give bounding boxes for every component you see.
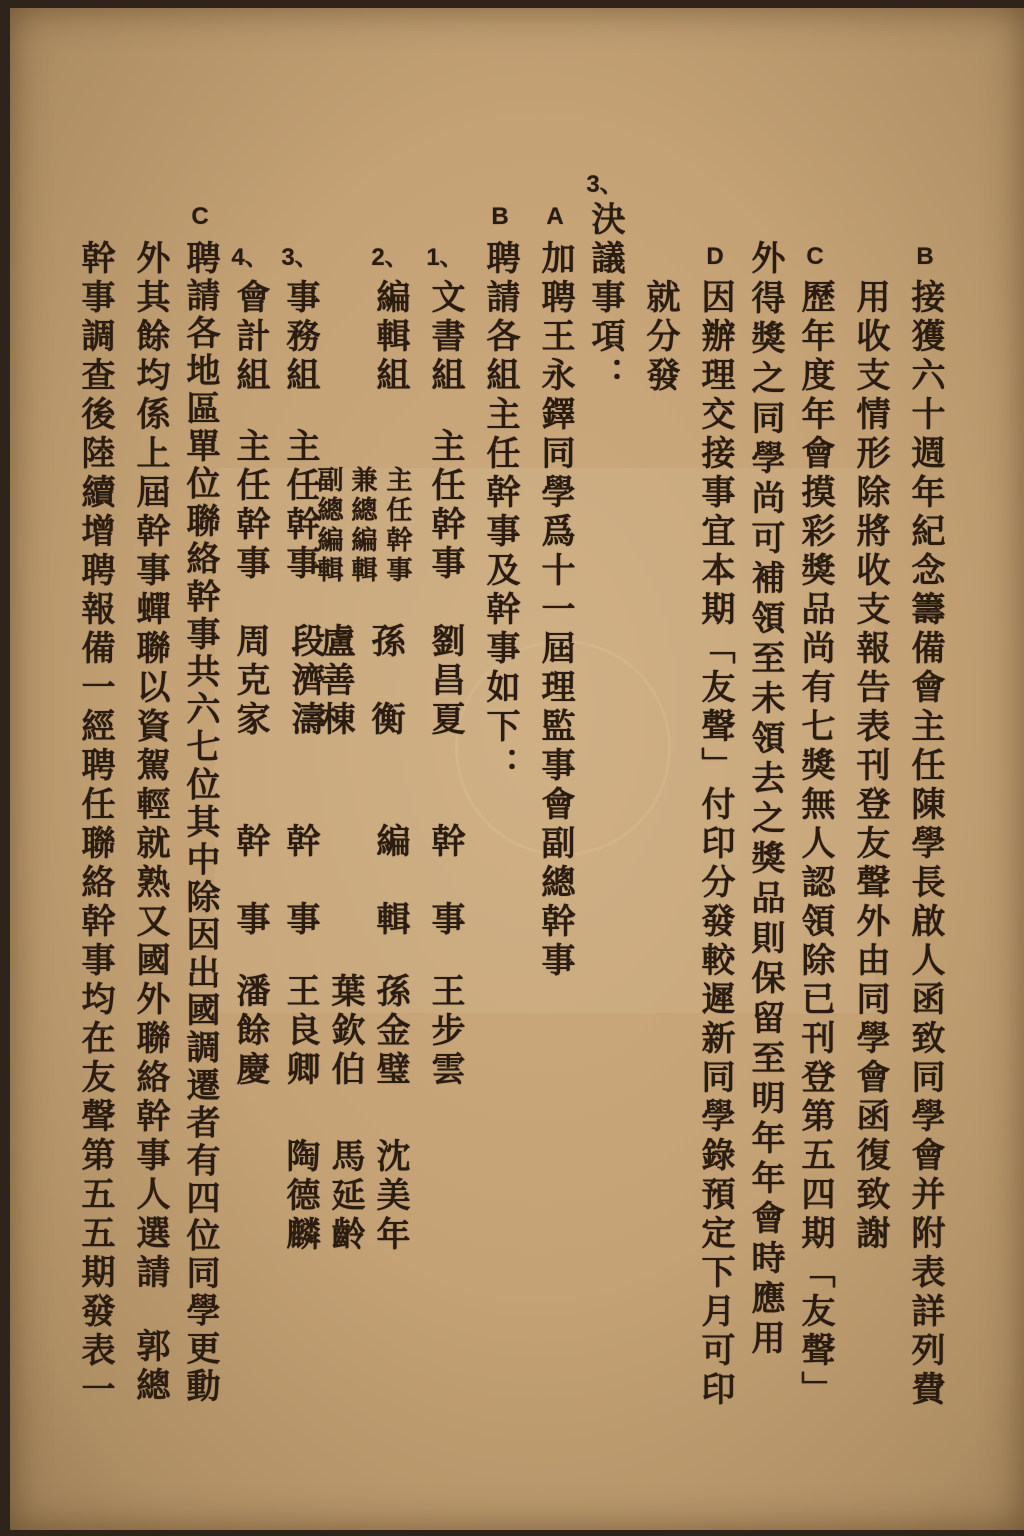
group-head-name: 周克家: [230, 623, 270, 740]
group-head-title: 主任幹事: [425, 428, 465, 584]
group-staff-name: 沈美年: [370, 1138, 410, 1255]
group-head-title: 主任幹事: [280, 428, 320, 584]
resolution-c-marker: C: [191, 203, 209, 230]
group-head-name: 孫衡: [365, 623, 405, 779]
section-heading: 決議事項：: [585, 201, 625, 396]
group-staff-title: 幹事: [425, 823, 465, 979]
group-staff-name: 王步雲: [425, 973, 465, 1090]
resolution-c-line-2: 外其餘均係上屆幹事蟬聯以資駕輕就熟又國外聯絡幹事人選請: [130, 240, 170, 1293]
group-head-title: 主任幹事: [230, 428, 270, 584]
group-staff-name: 葉欽伯: [325, 973, 365, 1090]
resolution-b-text: 聘請各組主任幹事及幹事如下：: [480, 240, 520, 786]
item-b-line-1: 接獲六十週年紀念籌備會主任陳學長啟人函致同學會并附表詳列費: [905, 279, 945, 1410]
group-staff-name: 潘餘慶: [230, 973, 270, 1090]
group-head-title: 主任幹事: [382, 466, 412, 586]
group-head-extra-title: 兼總編輯: [347, 466, 377, 586]
group-number: 3、: [281, 244, 319, 271]
item-d-line-2: 就分發: [640, 279, 680, 396]
group-deputy-name: 盧善棟: [315, 623, 355, 740]
section-number: 3、: [586, 171, 624, 198]
resolution-a-text: 加聘王永鐸同學爲十一屆理監事會副總幹事: [535, 240, 575, 981]
group-number: 2、: [371, 244, 409, 271]
resolution-c-honorific-name: 郭總: [130, 1328, 170, 1406]
group-staff-title: 幹事: [230, 823, 270, 979]
item-c-line-1: 歷年度年會摸彩獎品尚有七獎無人認領除已刊登第五四期「友聲」: [795, 279, 835, 1410]
group-deputy-title: 副總編輯: [313, 466, 343, 586]
resolution-c-line-1: 聘請各地區單位聯絡幹事共六七位其中除因出國調遷者有四位同學更動: [180, 240, 220, 1406]
resolution-a-marker: A: [546, 203, 564, 230]
item-b-line-2: 用收支情形除將收支報告表刊登友聲外由同學會函復致謝: [850, 279, 890, 1254]
item-c-line-2: 外得獎之同學尚可補領至未領去之獎品則保留至明年年會時應用: [745, 240, 785, 1360]
group-head-name: 劉昌夏: [425, 623, 465, 740]
group-name: 會計組: [230, 279, 270, 396]
group-number: 1、: [426, 244, 464, 271]
group-name: 事務組: [280, 279, 320, 396]
group-staff-name: 馬延齡: [325, 1138, 365, 1255]
resolution-c-line-3: 幹事調查後陸續增聘報備一經聘任聯絡幹事均在友聲第五五期發表一: [75, 240, 115, 1410]
group-number: 4、: [231, 244, 269, 271]
item-d-marker: D: [706, 243, 724, 270]
group-staff-name: 陶德麟: [280, 1138, 320, 1255]
group-head-name: 段濟濤: [285, 623, 325, 740]
item-c-marker: C: [806, 243, 824, 270]
group-name: 編輯組: [370, 279, 410, 396]
item-b-marker: B: [916, 243, 934, 270]
group-staff-title: 幹事: [280, 823, 320, 979]
item-d-line-1: 因辦理交接事宜本期「友聲」付印分發較遲新同學錄預定下月可印: [695, 279, 735, 1410]
group-name: 文書組: [425, 279, 465, 396]
group-staff-name: 王良卿: [280, 973, 320, 1090]
group-staff-name: 孫金璧: [370, 973, 410, 1090]
group-staff-title: 編輯: [370, 823, 410, 979]
resolution-b-marker: B: [491, 203, 509, 230]
